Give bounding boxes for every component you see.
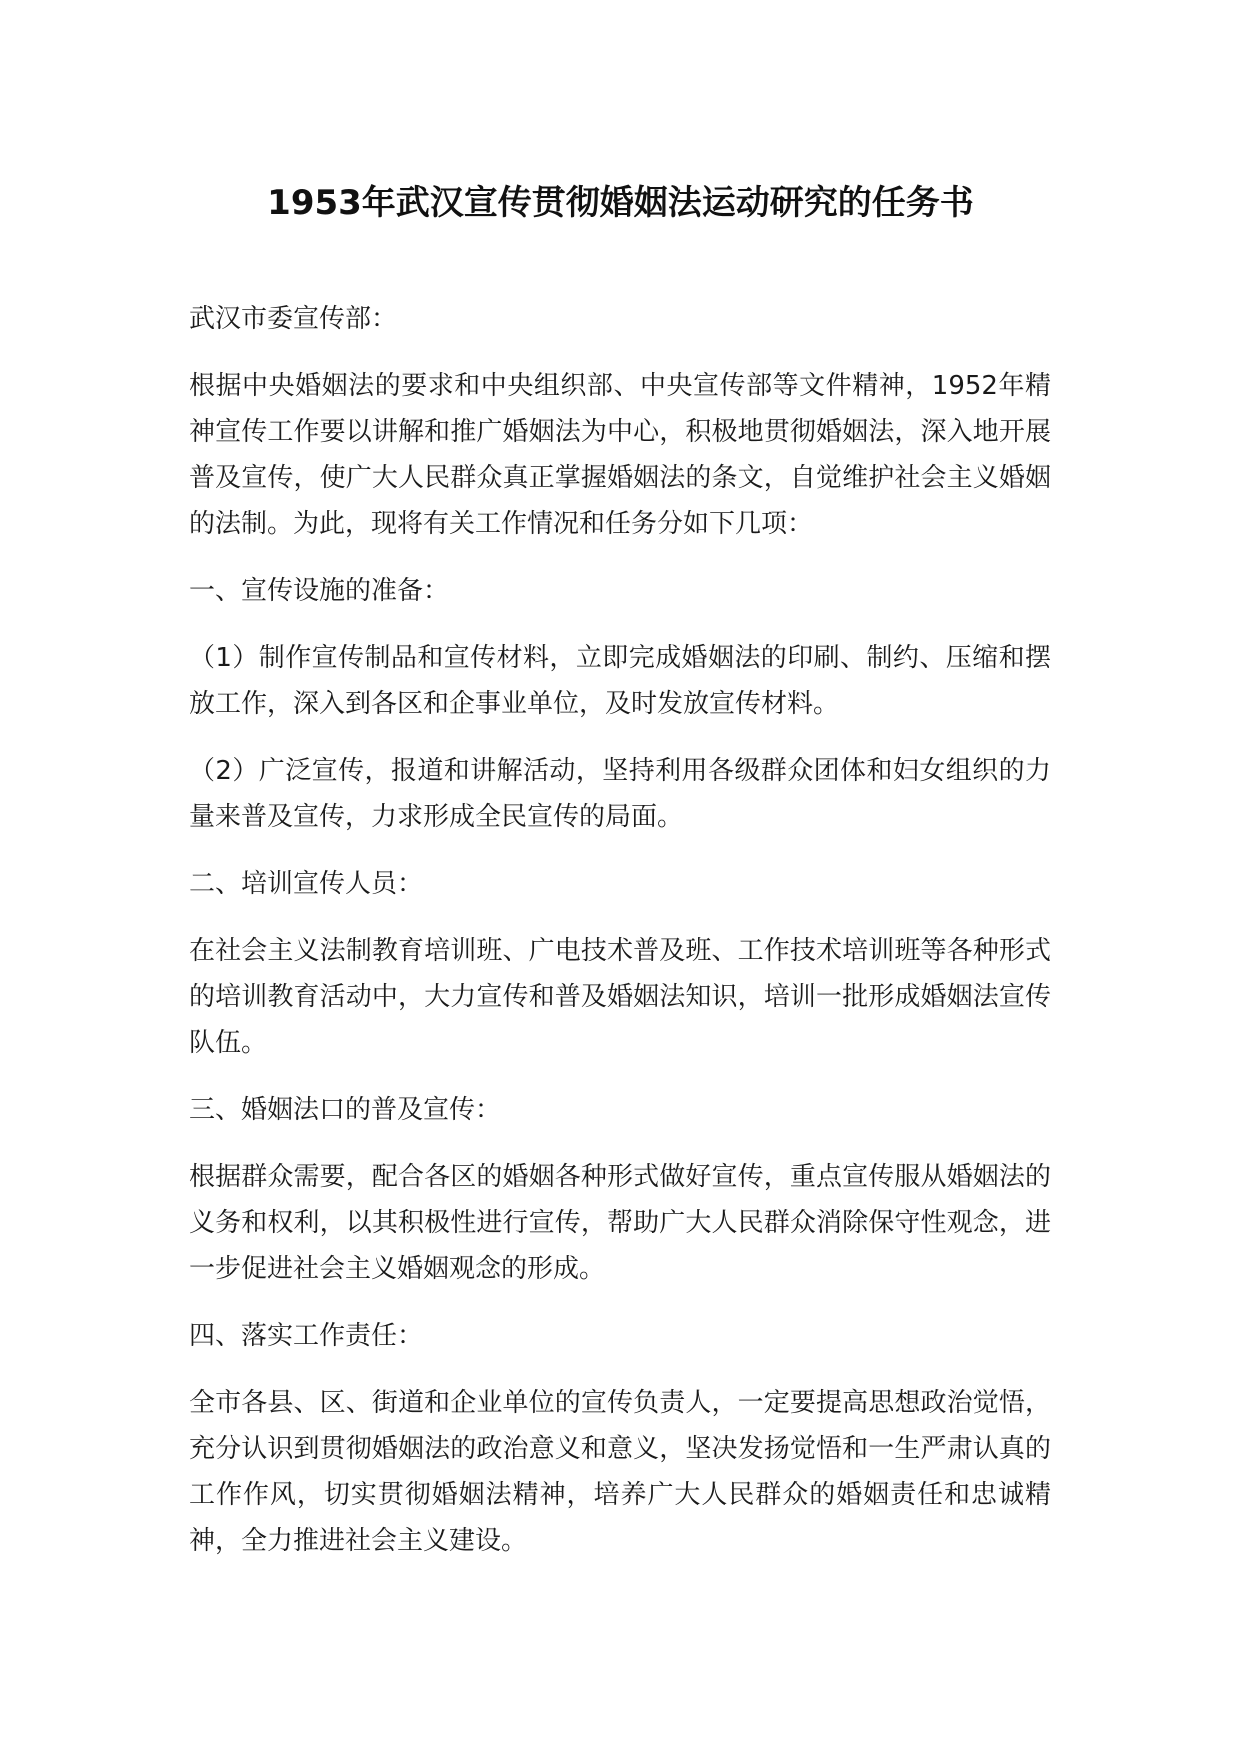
section-4-paragraph-1: 全市各县、区、街道和企业单位的宣传负责人，一定要提高思想政治觉悟，充分认识到贯彻婚姻法的政治意义和意义，坚决发扬觉悟和一生严肃认真的工作作风，切实贯彻婚姻法精神，培养广大人民群众的婚姻责任和忠诚精神，全力推进社会主义建设。 [189,1388,1051,1556]
document-body [189,296,1051,1564]
section-3-paragraph-1: 根据群众需要，配合各区的婚姻各种形式做好宣传，重点宣传服从婚姻法的义务和权利，以其积极性进行宣传，帮助广大人民群众消除保守性观念，进一步促进社会主义婚姻观念的形成。 [189,1162,1051,1284]
section-heading-4: 四、落实工作责任： [189,1321,424,1351]
section-1-paragraph-1: （1）制作宣传制品和宣传材料，立即完成婚姻法的印刷、制约、压缩和摆放工作，深入到各区和企事业单位，及时发放宣传材料。 [189,643,1051,719]
addressee: 武汉市委宣传部： [189,304,398,334]
intro-paragraph: 根据中央婚姻法的要求和中央组织部、中央宣传部等文件精神，1952年精神宣传工作要以讲解和推广婚姻法为中心，积极地贯彻婚姻法，深入地开展普及宣传，使广大人民群众真正掌握婚姻法的条文，自觉维护社会主义婚姻的法制。为此，现将有关工作情况和任务分如下几项： [189,371,1051,539]
section-1-paragraph-2: （2）广泛宣传，报道和讲解活动，坚持利用各级群众团体和妇女组织的力量来普及宣传，力求形成全民宣传的局面。 [189,756,1051,832]
document-title: 1953年武汉宣传贯彻婚姻法运动研究的任务书 [267,183,974,223]
section-2-paragraph-1: 在社会主义法制教育培训班、广电技术普及班、工作技术培训班等各种形式的培训教育活动中，大力宣传和普及婚姻法知识，培训一批形成婚姻法宣传队伍。 [189,936,1051,1058]
section-heading-1: 一、宣传设施的准备： [189,576,450,606]
section-heading-3: 三、婚姻法口的普及宣传： [189,1095,502,1125]
section-heading-2: 二、培训宣传人员： [189,869,424,899]
